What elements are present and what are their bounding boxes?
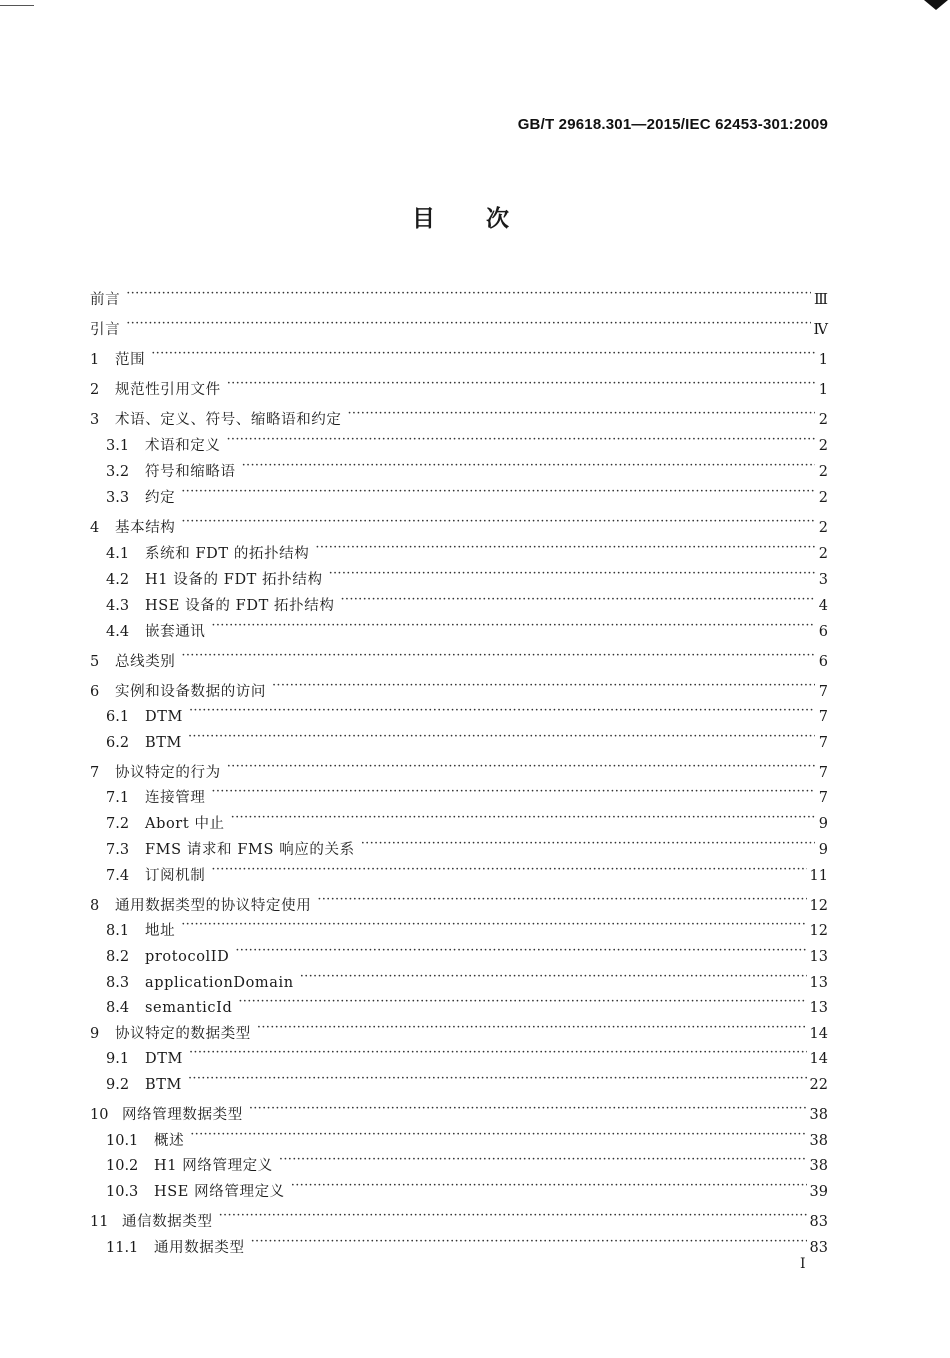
toc-entry-label: H1 网络管理定义 xyxy=(154,1158,273,1174)
toc-entry-label: Abort 中止 xyxy=(145,816,225,832)
toc-leader-dots xyxy=(238,992,806,1012)
toc-entry-number: 7.1 xyxy=(106,790,130,806)
toc-entry-number: 3 xyxy=(90,412,100,428)
toc-entry xyxy=(106,782,828,806)
toc-entry xyxy=(106,834,828,858)
scan-edge-line xyxy=(0,5,34,6)
toc-entry-number: 8.1 xyxy=(106,923,130,939)
toc-leader-dots xyxy=(317,890,806,910)
toc-entry-page: 1 xyxy=(818,352,828,368)
toc-entry-page: 14 xyxy=(809,1051,828,1067)
toc-leader-dots xyxy=(181,915,806,935)
toc-entry xyxy=(90,374,828,398)
toc-entry xyxy=(106,915,828,939)
toc-leader-dots xyxy=(181,482,815,502)
toc-entry-number: 10.2 xyxy=(106,1158,139,1174)
toc-entry-page: 2 xyxy=(818,520,828,536)
toc-entry-label: 约定 xyxy=(145,490,176,506)
toc-entry-page: 14 xyxy=(809,1026,828,1042)
toc-entry-label: BTM xyxy=(145,1077,182,1093)
toc-entry-label: 术语、定义、符号、缩略语和约定 xyxy=(115,412,342,428)
toc-leader-dots xyxy=(257,1018,807,1038)
toc-entry-page: 7 xyxy=(818,684,828,700)
toc-leader-dots xyxy=(181,646,815,666)
toc-entry xyxy=(106,1043,828,1067)
toc-entry-page: 13 xyxy=(809,949,828,965)
toc-entry-label: 地址 xyxy=(145,923,176,939)
toc-leader-dots xyxy=(272,676,815,696)
toc-entry-label: 系统和 FDT 的拓扑结构 xyxy=(145,546,310,562)
toc-entry-page: 22 xyxy=(809,1077,828,1093)
toc-entry-number: 4.2 xyxy=(106,572,130,588)
toc-entry xyxy=(90,344,828,368)
toc-entry-page: 4 xyxy=(818,598,828,614)
toc-entry-label: HSE 网络管理定义 xyxy=(154,1184,285,1200)
toc-entry xyxy=(106,860,828,884)
toc-leader-dots xyxy=(227,757,815,777)
toc-entry-page: 38 xyxy=(809,1107,828,1123)
toc-entry-number: 3.1 xyxy=(106,438,130,454)
toc-entry-page: 13 xyxy=(809,975,828,991)
toc-entry xyxy=(106,1069,828,1093)
toc-leader-dots xyxy=(190,1125,806,1145)
toc-entry-label: applicationDomain xyxy=(145,975,294,991)
toc-entry-label: 通用数据类型的协议特定使用 xyxy=(115,898,312,914)
toc-entry-number: 7 xyxy=(90,765,100,781)
toc-entry-page: Ⅲ xyxy=(814,292,828,308)
toc-entry-number: 4.1 xyxy=(106,546,130,562)
toc-entry xyxy=(106,967,828,991)
toc-entry xyxy=(106,941,828,965)
toc-entry-number: 11.1 xyxy=(106,1240,139,1256)
toc-entry xyxy=(106,1176,828,1200)
toc-entry-page: 7 xyxy=(818,735,828,751)
toc-entry xyxy=(90,1206,828,1230)
toc-entry-number: 5 xyxy=(90,654,100,670)
toc-leader-dots xyxy=(315,538,815,558)
toc-entry-label: 嵌套通讯 xyxy=(145,624,206,640)
toc-entry-label: 前言 xyxy=(90,292,121,308)
toc-entry xyxy=(106,992,828,1016)
toc-entry-label: 通信数据类型 xyxy=(122,1214,213,1230)
toc-entry xyxy=(106,456,828,480)
toc-entry-label: 协议特定的数据类型 xyxy=(115,1026,251,1042)
toc-leader-dots xyxy=(126,314,810,334)
toc-entry-page: 12 xyxy=(809,923,828,939)
toc-entry-page: 2 xyxy=(818,438,828,454)
toc-entry xyxy=(90,1018,828,1042)
corner-mark xyxy=(924,0,948,10)
toc-entry-label: 连接管理 xyxy=(145,790,206,806)
toc-entry-page: 39 xyxy=(809,1184,828,1200)
toc-entry xyxy=(90,512,828,536)
toc-entry-label: 术语和定义 xyxy=(145,438,221,454)
toc-entry-label: FMS 请求和 FMS 响应的关系 xyxy=(145,842,355,858)
toc-entry xyxy=(106,1125,828,1149)
toc-leader-dots xyxy=(188,1069,807,1089)
toc-entry xyxy=(90,676,828,700)
toc-entry-label: 符号和缩略语 xyxy=(145,464,236,480)
toc-leader-dots xyxy=(300,967,807,987)
toc-entry-number: 10.3 xyxy=(106,1184,139,1200)
toc-leader-dots xyxy=(151,344,815,364)
toc-entry xyxy=(90,757,828,781)
toc-entry-label: 范围 xyxy=(115,352,146,368)
toc-entry-number: 8.3 xyxy=(106,975,130,991)
toc-leader-dots xyxy=(189,1043,807,1063)
toc-leader-dots xyxy=(188,727,815,747)
toc-entry xyxy=(90,404,828,428)
toc-entry-label: 通用数据类型 xyxy=(154,1240,245,1256)
toc-entry xyxy=(106,538,828,562)
toc-entry-number: 7.2 xyxy=(106,816,130,832)
toc-entry-page: 12 xyxy=(809,898,828,914)
toc-entry-number: 6 xyxy=(90,684,100,700)
toc-entry-number: 6.1 xyxy=(106,709,130,725)
toc-entry-page: 9 xyxy=(818,816,828,832)
toc-entry-number: 11 xyxy=(90,1214,109,1230)
toc-entry-page: 9 xyxy=(818,842,828,858)
toc-entry-page: 2 xyxy=(818,412,828,428)
toc-entry-number: 1 xyxy=(90,352,100,368)
toc-entry-page: 6 xyxy=(818,654,828,670)
title-char-2: 次 xyxy=(486,205,509,232)
toc-leader-dots xyxy=(291,1176,807,1196)
toc-entry-label: semanticId xyxy=(145,1000,233,1016)
toc-leader-dots xyxy=(219,1206,807,1226)
page-number: I xyxy=(800,1256,806,1272)
toc-entry-number: 3.2 xyxy=(106,464,130,480)
toc-entry-page: Ⅳ xyxy=(813,322,828,338)
toc-entry-label: H1 设备的 FDT 拓扑结构 xyxy=(145,572,323,588)
toc-entry-page: 38 xyxy=(809,1133,828,1149)
toc-entry xyxy=(106,1232,828,1256)
toc-leader-dots xyxy=(189,701,815,721)
toc-entry-page: 83 xyxy=(809,1214,828,1230)
toc-entry-number: 7.4 xyxy=(106,868,130,884)
toc-entry xyxy=(106,430,828,454)
standard-code-header: GB/T 29618.301—2015/IEC 62453-301:2009 xyxy=(517,116,828,133)
toc-entry-page: 1 xyxy=(818,382,828,398)
toc-leader-dots xyxy=(126,284,811,304)
toc-entry-label: protocolID xyxy=(145,949,230,965)
toc-entry-label: DTM xyxy=(145,709,183,725)
toc-entry-number: 9 xyxy=(90,1026,100,1042)
toc-entry-label: 网络管理数据类型 xyxy=(122,1107,243,1123)
toc-leader-dots xyxy=(181,512,815,532)
toc-leader-dots xyxy=(211,860,806,880)
toc-entry xyxy=(106,590,828,614)
toc-entry-label: BTM xyxy=(145,735,182,751)
toc-entry-label: 规范性引用文件 xyxy=(115,382,221,398)
toc-entry-page: 2 xyxy=(818,464,828,480)
toc-entry xyxy=(106,808,828,832)
toc-entry-label: 订阅机制 xyxy=(145,868,206,884)
toc-leader-dots xyxy=(329,564,815,584)
toc-leader-dots xyxy=(361,834,815,854)
toc-entry xyxy=(90,646,828,670)
toc-entry-label: 总线类别 xyxy=(115,654,176,670)
toc-entry-number: 2 xyxy=(90,382,100,398)
toc-entry-label: HSE 设备的 FDT 拓扑结构 xyxy=(145,598,335,614)
toc-entry-number: 8.4 xyxy=(106,1000,130,1016)
toc-entry-page: 7 xyxy=(818,709,828,725)
toc-entry-page: 38 xyxy=(809,1158,828,1174)
toc-entry-number: 7.3 xyxy=(106,842,130,858)
toc-leader-dots xyxy=(211,782,815,802)
toc-entry-number: 10 xyxy=(90,1107,109,1123)
toc-entry-label: 协议特定的行为 xyxy=(115,765,221,781)
toc-entry-page: 6 xyxy=(818,624,828,640)
toc-entry-label: 概述 xyxy=(154,1133,185,1149)
toc-entry xyxy=(106,701,828,725)
toc-entry-number: 10.1 xyxy=(106,1133,139,1149)
toc-leader-dots xyxy=(242,456,815,476)
toc-entry-page: 11 xyxy=(809,868,828,884)
toc-entry xyxy=(106,564,828,588)
toc-entry-page: 3 xyxy=(818,572,828,588)
toc-entry xyxy=(106,482,828,506)
toc-entry-page: 2 xyxy=(818,490,828,506)
toc-entry-number: 6.2 xyxy=(106,735,130,751)
toc-entry-page: 2 xyxy=(818,546,828,562)
toc-entry-number: 3.3 xyxy=(106,490,130,506)
title-char-1: 目 xyxy=(412,205,435,232)
toc-leader-dots xyxy=(279,1150,807,1170)
toc-leader-dots xyxy=(249,1099,807,1119)
toc-entry-page: 7 xyxy=(818,765,828,781)
toc-entry-number: 4.4 xyxy=(106,624,130,640)
toc-entry-label: 实例和设备数据的访问 xyxy=(115,684,266,700)
toc-leader-dots xyxy=(340,590,815,610)
toc-entry xyxy=(90,890,828,914)
toc-entry-page: 13 xyxy=(809,1000,828,1016)
toc-entry-number: 4.3 xyxy=(106,598,130,614)
toc-leader-dots xyxy=(235,941,806,961)
toc-entry xyxy=(90,1099,828,1123)
toc-leader-dots xyxy=(348,404,816,424)
toc-leader-dots xyxy=(227,374,815,394)
toc-entry-number: 9.1 xyxy=(106,1051,130,1067)
toc-entry-number: 8.2 xyxy=(106,949,130,965)
toc-entry xyxy=(106,616,828,640)
toc-entry xyxy=(106,1150,828,1174)
toc-entry-label: 引言 xyxy=(90,322,121,338)
toc-entry-page: 7 xyxy=(818,790,828,806)
toc-entry-number: 4 xyxy=(90,520,100,536)
toc-leader-dots xyxy=(227,430,816,450)
toc-entry-page: 83 xyxy=(809,1240,828,1256)
toc-entry-label: 基本结构 xyxy=(115,520,176,536)
toc-leader-dots xyxy=(251,1232,807,1252)
toc-leader-dots xyxy=(211,616,815,636)
toc-entry xyxy=(90,314,828,338)
toc-entry-label: DTM xyxy=(145,1051,183,1067)
toc-entry xyxy=(90,284,828,308)
toc-entry-number: 8 xyxy=(90,898,100,914)
toc-entry xyxy=(106,727,828,751)
toc-entry-number: 9.2 xyxy=(106,1077,130,1093)
toc-leader-dots xyxy=(231,808,815,828)
